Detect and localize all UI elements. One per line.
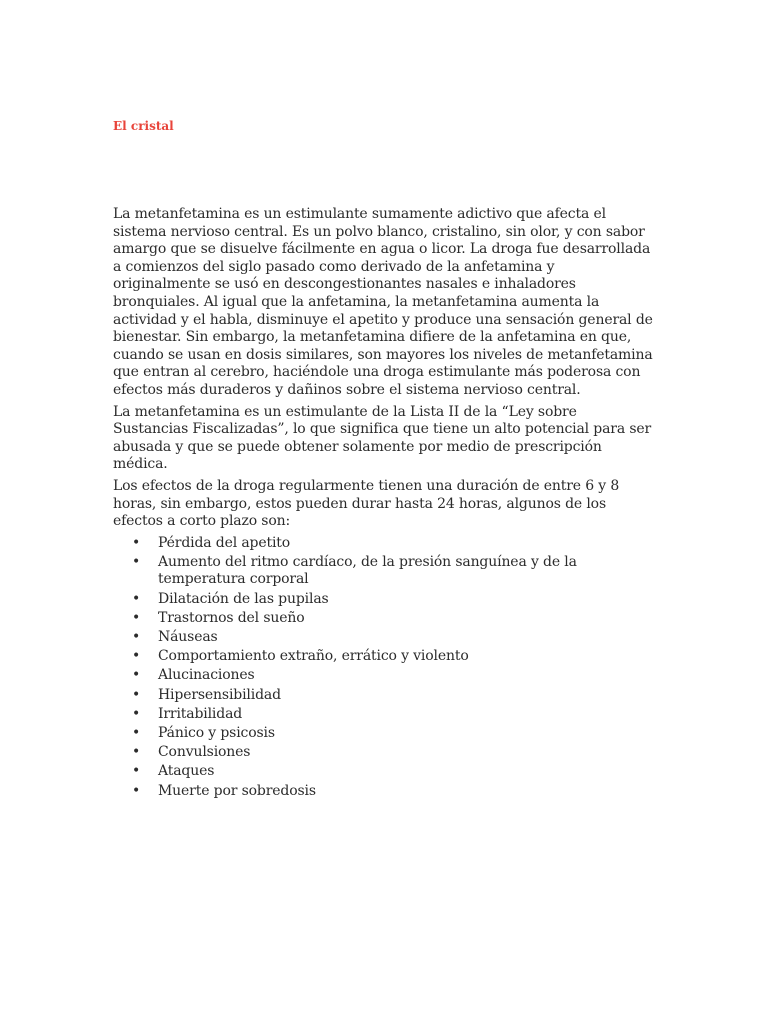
list-item xyxy=(113,744,653,762)
list-item xyxy=(113,783,653,801)
list-item-text: Aumento del ritmo cardíaco, de la presión sanguínea y de la temperatura corporal xyxy=(158,553,577,588)
list-item-text: Comportamiento extraño, errático y violento xyxy=(158,648,469,665)
list-item xyxy=(113,667,653,685)
list-item xyxy=(113,763,653,781)
list-item xyxy=(113,535,653,553)
list-item-text: Alucinaciones xyxy=(158,667,255,684)
list-item-text: Convulsiones xyxy=(158,744,251,761)
bullet-icon: • xyxy=(132,724,141,741)
list-item xyxy=(113,610,653,628)
list-item-text: Muerte por sobredosis xyxy=(158,782,316,799)
bullet-icon: • xyxy=(132,534,141,551)
list-item xyxy=(113,706,653,724)
bullet-icon: • xyxy=(132,667,141,684)
effects-list xyxy=(113,535,653,800)
list-item-text: Pánico y psicosis xyxy=(158,724,275,741)
list-item-text: Hipersensibilidad xyxy=(158,686,281,703)
list-item-text: Ataques xyxy=(158,763,215,780)
list-item xyxy=(113,591,653,609)
list-item xyxy=(113,648,653,666)
list-item xyxy=(113,554,653,589)
list-item-text: Irritabilidad xyxy=(158,705,243,722)
bullet-icon: • xyxy=(132,590,141,607)
list-item xyxy=(113,687,653,705)
bullet-icon: • xyxy=(132,705,141,722)
document-body xyxy=(113,206,653,802)
paragraph-intro: La metanfetamina es un estimulante sumamente adictivo que afecta el sistema nervioso central. Es un polvo blanco, cristalino, sin olor, y con sabor amargo que se disuelve fácilmente en agua o licor. La droga fue desarrollada a comienzos del siglo pasado como derivado de la anfetamina y originalmente se usó en descongestionantes nasales e inhaladores bronquiales. Al igual que la anfetamina, la metanfetamina aumenta la actividad y el habla, disminuye el apetito y produce una sensación general de bienestar. Sin embargo, la metanfetamina difiere de la anfetamina en que, cuando se usan en dosis similares, son mayores los niveles de metanfetamina que entran al cerebro, haciéndole una droga estimulante más poderosa con efectos más duraderos y dañinos sobre el sistema nervioso central. xyxy=(113,206,653,398)
paragraph-legal-status: La metanfetamina es un estimulante de la Lista II de la “Ley sobre Sustancias Fiscalizadas”, lo que significa que tiene un alto potencial para ser abusada y que se puede obtener solamente por medio de prescripción médica. xyxy=(113,403,652,473)
bullet-icon: • xyxy=(132,609,141,626)
bullet-icon: • xyxy=(132,648,141,665)
bullet-icon: • xyxy=(132,629,141,646)
list-item xyxy=(113,725,653,743)
bullet-icon: • xyxy=(132,782,141,799)
paragraph-effects-intro: Los efectos de la droga regularmente tienen una duración de entre 6 y 8 horas, sin embargo, estos pueden durar hasta 24 horas, algunos de los efectos a corto plazo son: xyxy=(113,477,620,530)
bullet-icon: • xyxy=(132,763,141,780)
list-item-text: Pérdida del apetito xyxy=(158,534,291,551)
bullet-icon: • xyxy=(132,686,141,703)
document-title: El cristal xyxy=(113,119,174,133)
list-item-text: Dilatación de las pupilas xyxy=(158,590,329,607)
bullet-icon: • xyxy=(132,744,141,761)
list-item-text: Náuseas xyxy=(158,629,218,646)
bullet-icon: • xyxy=(132,553,141,570)
list-item-text: Trastornos del sueño xyxy=(158,609,305,626)
list-item xyxy=(113,629,653,647)
